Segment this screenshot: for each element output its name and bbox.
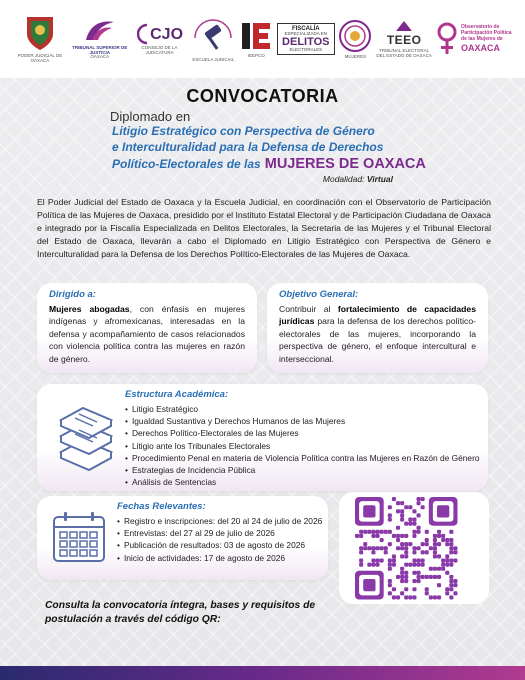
female-symbol-icon (436, 21, 458, 57)
fechas-item: • Registro e inscripciones: del 20 al 24 de julio de 2026 (117, 515, 322, 527)
observatorio-name: OAXACA (461, 42, 501, 53)
fechas-list (117, 515, 322, 564)
crest-icon (24, 14, 56, 52)
estructura-title: Estructura Académica: (125, 389, 229, 400)
logo-ieepco (239, 9, 273, 69)
logo-mujeres-text: MUJERES (344, 53, 367, 59)
diplomado-head: Diplomado en (110, 109, 191, 124)
fechas-title: Fechas Relevantes: (117, 501, 206, 512)
estructura-content (125, 389, 480, 488)
fiscalia-box (277, 23, 334, 55)
estructura-list (125, 403, 480, 488)
observatorio-text-block (461, 25, 513, 52)
estructura-item: • Estrategias de Incidencia Pública (125, 464, 480, 476)
objetivo-text: para la defensa de los derechos político-electorales de las mujeres, incorporando la perspectiva de género, el enfoque intercultural e interseccional. (279, 316, 476, 364)
estructura-item: • Litigio ante los Tribunales Electorales (125, 440, 480, 452)
objetivo-pre: Contribuir al (279, 304, 338, 314)
diplomado-line-2: e Interculturalidad para la Defensa de Derechos (112, 140, 384, 154)
modalidad-value: Virtual (366, 174, 393, 184)
page-title: CONVOCATORIA (186, 86, 339, 106)
logo-cjo-text: CONSEJO DE LA JUDICATURA (141, 44, 178, 55)
teeo-sub: TRIBUNAL ELECTORAL DEL ESTADO DE OAXACA (376, 48, 432, 58)
dirigido-title: Dirigido a: (49, 289, 96, 300)
modalidad-label: Modalidad: (322, 174, 365, 184)
books-icon (55, 394, 115, 480)
logo-poder-judicial (12, 9, 68, 69)
dirigido-text: , con énfasis en mujeres indígenas y afromexicanas, interesadas en la defensa y acompañamiento de casos relacionados con violencia política contra las mujeres en razón de género. (49, 304, 245, 364)
diplomado-line-3-text: Político-Electorales de las (112, 157, 261, 171)
fechas-content (117, 501, 322, 564)
card-estructura (37, 384, 488, 491)
fiscalia-line-3: DELITOS (282, 35, 330, 48)
logo-bar (0, 0, 525, 78)
diplomado-line-3 (112, 156, 426, 172)
diplomado-highlight: MUJERES DE OAXACA (264, 156, 426, 172)
logo-poder-judicial-text: PODER JUDICIAL DE OAXACA (17, 53, 63, 63)
estructura-item: • Litigio Estratégico (125, 403, 480, 415)
logo-teeo (376, 9, 432, 69)
fechas-item: • Publicación de resultados: 03 de agosto de 2026 (117, 539, 322, 551)
footer-bar (0, 666, 525, 680)
estructura-item: • Análisis de Sentencias (125, 476, 480, 488)
objetivo-title: Objetivo General: (279, 289, 359, 300)
teeo-icon (394, 19, 414, 33)
logo-tribunal-text (72, 46, 128, 61)
card-fechas (37, 496, 328, 580)
logo-tribunal (72, 9, 128, 69)
tribunal-icon (80, 18, 120, 44)
estructura-item: • Derechos Político-Electorales de las Mujeres (125, 427, 480, 439)
observatorio-text: Observatorio de Participación Política de las Mujeres de (461, 24, 512, 42)
calendar-icon (51, 510, 107, 564)
logo-fiscalia (277, 9, 334, 69)
teeo-name: TEEO (386, 33, 422, 48)
card-dirigido (37, 283, 257, 373)
logo-cjo (132, 9, 188, 69)
logo-escuela-text: ESCUELA JUDICIAL (192, 56, 235, 62)
fiscalia-line-2: ESPECIALIZADA EN (284, 31, 328, 36)
objetivo-body (279, 303, 476, 365)
ieepco-icon (239, 20, 273, 52)
card-objetivo (267, 283, 488, 373)
logo-cjo-letters: CJO (150, 26, 184, 44)
intro-paragraph: El Poder Judicial del Estado de Oaxaca y la Escuela Judicial, en coordinación con el Observatorio de Participación Política de las Mujeres de Oaxaca, presidido por el Instituto Estatal Electoral y de Participación Ciudadana de Oaxaca e integrado por la Fiscalía Especializada en Delitos Electorales, la Secretaria de las Mujeres y el Tribunal Electoral del Estado de Oaxaca, llevarán a cabo el Diplomado en Litigio Estratégico con Perspectiva de Género e Interculturalidad para la Defensa de los Derechos Político-Electorales de las Mujeres de Oaxaca. (37, 197, 491, 259)
gavel-icon (191, 16, 235, 56)
logo-observatorio (436, 9, 513, 69)
seal-icon (338, 19, 372, 53)
dirigido-bold: Mujeres abogadas (49, 304, 130, 314)
tribunal-name: TRIBUNAL SUPERIOR DE JUSTICIA (72, 44, 128, 55)
logo-ieepco-text: IEEPCO (247, 52, 265, 58)
qr-code-icon[interactable] (341, 493, 487, 603)
estructura-item: • Procedimiento Penal en materia de Violencia Política contra las Mujeres en Razón de Género (125, 452, 480, 464)
logo-escuela (191, 9, 235, 69)
objetivo-bold: fortalecimiento de capacidades jurídicas (279, 304, 476, 327)
tribunal-sub: OAXACA (90, 54, 110, 60)
fiscalia-line-4: ELECTORALES (289, 46, 323, 52)
diplomado-line-1: Litigio Estratégico con Perspectiva de Género (112, 124, 375, 138)
fiscalia-line-1: FISCALÍA (291, 26, 320, 32)
estructura-item: • Igualdad Sustantiva y Derechos Humanos de las Mujeres (125, 415, 480, 427)
qr-card[interactable] (339, 492, 489, 604)
logo-mujeres (338, 9, 372, 69)
dirigido-body (49, 303, 245, 365)
modalidad (323, 174, 393, 184)
fechas-item: • Entrevistas: del 27 al 29 de julio de 2026 (117, 527, 322, 539)
fechas-item: • Inicio de actividades: 17 de agosto de 2026 (117, 552, 322, 564)
consulta-text: Consulta la convocatoria íntegra, bases y requisitos de postulación a través del código QR: (45, 600, 316, 625)
